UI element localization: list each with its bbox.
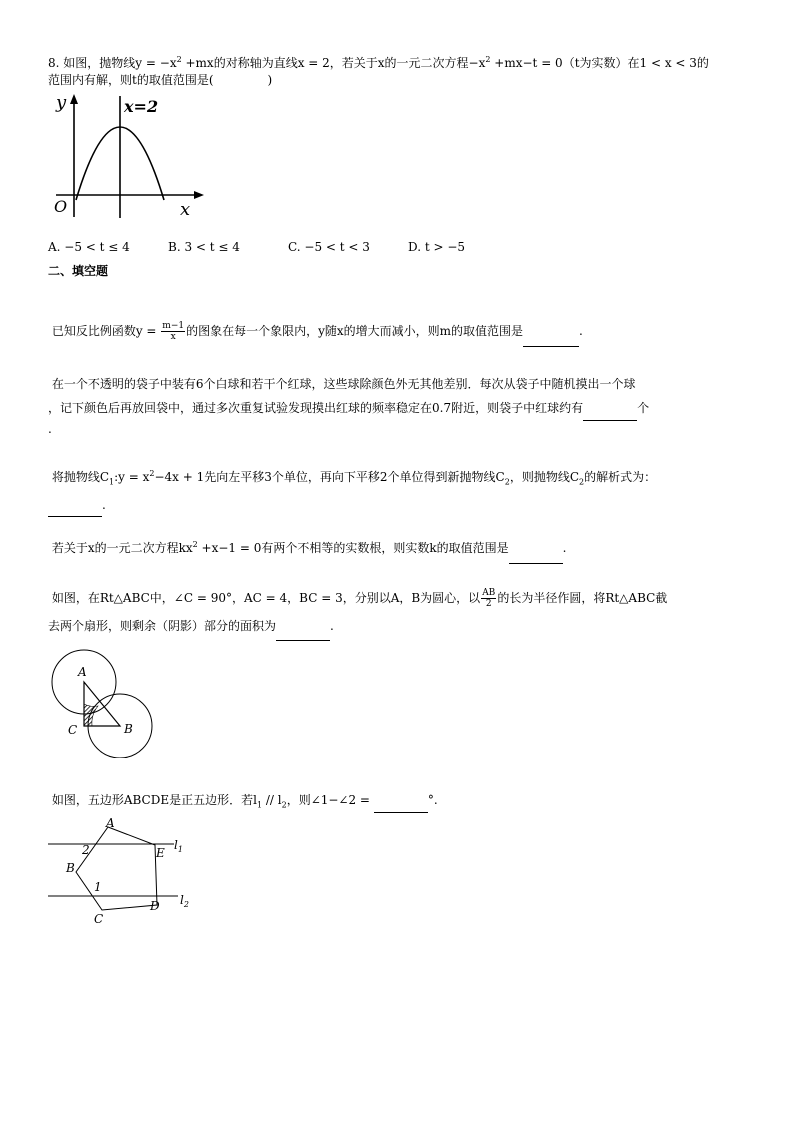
label-b: B — [124, 722, 133, 736]
q8-text-c: +mx的对称轴为直线x = 2，若关于x的一元二次方程−x — [181, 56, 486, 70]
regular-pentagon — [76, 827, 157, 910]
label-pc: C — [94, 912, 104, 926]
label-pd: D — [150, 899, 160, 913]
q4-text-a: 若关于x的一元二次方程kx — [51, 541, 193, 555]
q2-line3: . — [48, 422, 52, 436]
q8-choices — [48, 240, 498, 256]
q4-text-b: +x−1 = 0有两个不相等的实数根，则实数k的取值范围是 — [197, 541, 509, 555]
q8-text-line2-end: ) — [267, 73, 273, 87]
label-pb: B — [66, 861, 75, 875]
q3-text-c: −4x + 1先向左平移3个单位，再向下平移2个单位得到新抛物线C — [154, 470, 505, 484]
q8-text-b: y = −x — [135, 56, 177, 70]
q3-sub-a: 1 — [109, 477, 115, 487]
label-angle-2: 2 — [82, 843, 90, 857]
q5-fraction: $\frac{AB}{2}$ — [482, 588, 496, 609]
q5-triangle-circles-figure — [48, 646, 158, 758]
q4-sup-a: 2 — [192, 540, 198, 549]
label-pa: A — [106, 816, 115, 830]
q8-number: 8. — [48, 56, 60, 70]
label-angle-1: 1 — [94, 880, 102, 894]
label-pe: E — [156, 846, 165, 860]
q6-end: °. — [427, 793, 438, 807]
q5-answer-blank[interactable] — [276, 612, 330, 641]
q8-text-d: +mx−t = 0（t为实数）在1 < x < 3的 — [490, 56, 709, 70]
q1-end: . — [579, 324, 583, 338]
q3-sub-c: 2 — [504, 477, 510, 487]
q2-line2: ，记下颜色后再放回袋中，通过多次重复试验发现摸出红球的频率稳定在0.7附近，则袋子中红球约有 — [48, 401, 584, 415]
q4-end: . — [562, 541, 567, 555]
q1-answer-blank[interactable] — [523, 316, 579, 347]
label-c: C — [68, 723, 78, 737]
q1-fraction: $\frac{m-1}{x}$ — [162, 321, 185, 342]
label-l2: $l_2$ — [180, 893, 189, 909]
label-a: A — [78, 665, 87, 679]
q2-line2-end: 个 — [637, 401, 650, 415]
q4-answer-blank[interactable] — [509, 533, 563, 564]
q8-text-line2: 范围内有解，则t的取值范围是( — [48, 73, 214, 87]
q6-text-a: 如图，五边形ABCDE是正五边形．若l — [51, 793, 257, 807]
q5-text-b: 的长为半径作圆，将Rt△ABC截 — [497, 591, 668, 605]
q8-parabola-figure — [46, 92, 206, 222]
fill-question-2 — [48, 372, 649, 437]
q8-sup-c: 2 — [485, 55, 491, 64]
q3-text-b: :y = x — [114, 470, 150, 484]
label-axis: x=2 — [124, 97, 159, 116]
choice-a[interactable]: A. −5 < t ≤ 4 — [48, 240, 130, 254]
q6-sub-b: 2 — [281, 800, 287, 810]
label-l1: $l_1$ — [174, 838, 183, 854]
section-title: 二、填空题 — [48, 264, 109, 278]
q1-text-a: 已知反比例函数y = — [51, 324, 161, 338]
q3-text-d: ，则抛物线C — [509, 470, 579, 484]
label-y: y — [56, 92, 67, 113]
q8-sup-b: 2 — [176, 55, 182, 64]
label-x: x — [180, 199, 191, 220]
q6-pentagon-figure — [46, 812, 206, 930]
q6-answer-blank[interactable] — [374, 788, 428, 813]
fill-question-3 — [48, 462, 656, 517]
y-axis-arrow — [70, 94, 78, 104]
q3-answer-blank[interactable] — [48, 494, 102, 517]
fill-question-5 — [48, 584, 667, 641]
choice-c[interactable]: C. −5 < t < 3 — [288, 240, 370, 254]
q5-text-a: 如图，在Rt△ABC中，∠C = 90°，AC = 4，BC = 3，分别以A，B为圆心，以 — [51, 591, 481, 605]
fill-question-4 — [48, 530, 566, 564]
label-origin: O — [54, 197, 68, 216]
q8-line2 — [48, 72, 272, 88]
q1-text-b: 的图象在每一个象限内，y随x的增大而减小，则m的取值范围是 — [186, 324, 524, 338]
q3-sup-b: 2 — [149, 469, 155, 478]
q5-end: . — [330, 619, 334, 633]
choice-d[interactable]: D. t > −5 — [408, 240, 466, 254]
q3-text-e: 的解析式为： — [584, 470, 657, 484]
x-axis-arrow — [194, 191, 204, 199]
q6-sub-a: 1 — [256, 800, 263, 810]
shaded-region — [84, 704, 98, 726]
q3-sub-d: 2 — [579, 477, 585, 487]
q3-text-a: 将抛物线C — [51, 470, 110, 484]
q6-text-b: // l — [262, 793, 282, 807]
q2-line1: 在一个不透明的袋子中装有6个白球和若干个红球，这些球除颜色外无其他差别．每次从袋子中随机摸出一个球 — [51, 377, 636, 391]
q6-text-c: ，则∠1−∠2 = — [286, 793, 374, 807]
q8-line1 — [48, 52, 709, 71]
q8-text-a: 如图，抛物线 — [63, 56, 136, 70]
q2-answer-blank[interactable] — [583, 396, 637, 421]
choice-b[interactable]: B. 3 < t ≤ 4 — [168, 240, 240, 254]
q5-line2: 去两个扇形，则剩余（阴影）部分的面积为 — [48, 619, 277, 633]
fill-question-1 — [48, 316, 583, 347]
q3-end: . — [102, 498, 106, 513]
